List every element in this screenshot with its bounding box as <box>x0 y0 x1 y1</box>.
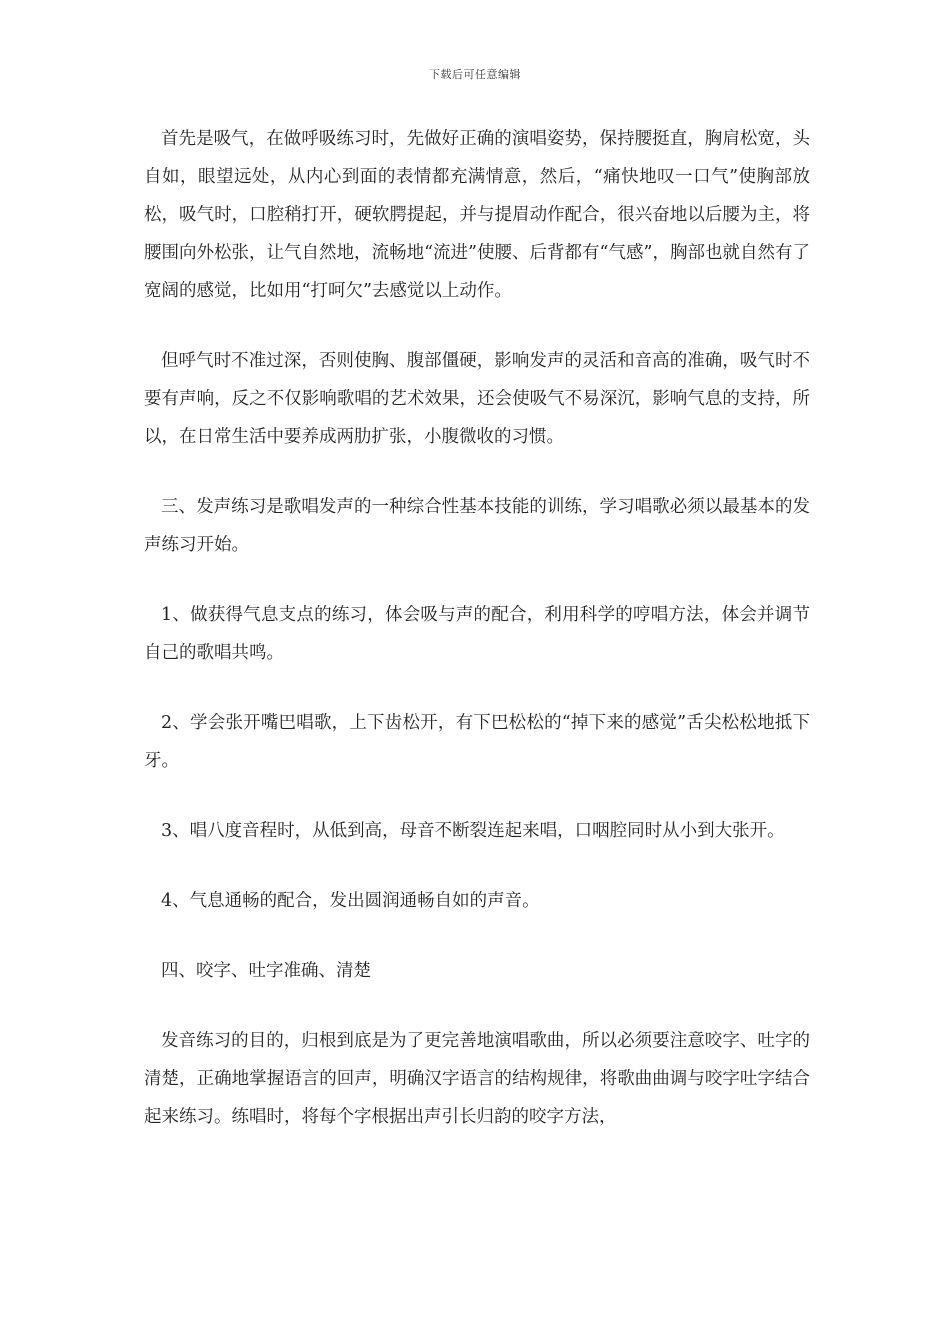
paragraph-section-three: 三、发声练习是歌唱发声的一种综合性基本技能的训练，学习唱歌必须以最基本的发声练习开始。 <box>144 497 810 555</box>
paragraph-item-4: 4、气息通畅的配合，发出圆润通畅自如的声音。 <box>161 891 540 911</box>
paragraph-item-1: 1、做获得气息支点的练习，体会吸与声的配合，利用科学的哼唱方法，体会并调节自己的歌唱共鸣。 <box>144 605 810 663</box>
paragraph-pronunciation: 发音练习的目的，归根到底是为了更完善地演唱歌曲，所以必须要注意咬字、吐字的清楚，正确地掌握语言的回声，明确汉字语言的结构规律，将歌曲曲调与咬字吐字结合起来练习。练唱时，将每个字根据出声引长归韵的咬字方法， <box>144 1031 810 1127</box>
paragraph-gap <box>144 780 810 812</box>
paragraph-item-3: 3、唱八度音程时，从低到高，母音不断裂连起来唱，口咽腔同时从小到大张开。 <box>161 821 785 841</box>
paragraph-gap <box>144 564 810 596</box>
paragraph-gap <box>144 672 810 704</box>
paragraph-inhale: 首先是吸气，在做呼吸练习时，先做好正确的演唱姿势，保持腰挺直，胸肩松宽，头自如，眼望远处，从内心到面的表情都充满情意，然后，“痛快地叹一口气”使胸部放松，吸气时，口腔稍打开，硬软腭提起，并与提眉动作配合，很兴奋地以后腰为主，将腰围向外松张，让气自然地，流畅地“流进”使腰、后背都有“气感”，胸部也就自然有了宽阔的感觉，比如用“打呵欠”去感觉以上动作。 <box>144 129 810 301</box>
page-header: 下载后可任意编辑 <box>429 68 521 81</box>
paragraph-section-four: 四、咬字、吐字准确、清楚 <box>161 961 371 981</box>
paragraph-gap <box>144 850 810 882</box>
paragraph-gap <box>144 310 810 342</box>
paragraph-exhale: 但呼气时不准过深，否则使胸、腹部僵硬，影响发声的灵活和音高的准确，吸气时不要有声响，反之不仅影响歌唱的艺术效果，还会使吸气不易深沉，影响气息的支持，所以，在日常生活中要养成两肋扩张，小腹微收的习惯。 <box>144 351 810 447</box>
document-body <box>144 120 810 1136</box>
paragraph-gap <box>144 920 810 952</box>
paragraph-item-2: 2、学会张开嘴巴唱歌，上下齿松开，有下巴松松的“掉下来的感觉”舌尖松松地抵下牙。 <box>144 713 810 771</box>
paragraph-gap <box>144 990 810 1022</box>
paragraph-gap <box>144 456 810 488</box>
